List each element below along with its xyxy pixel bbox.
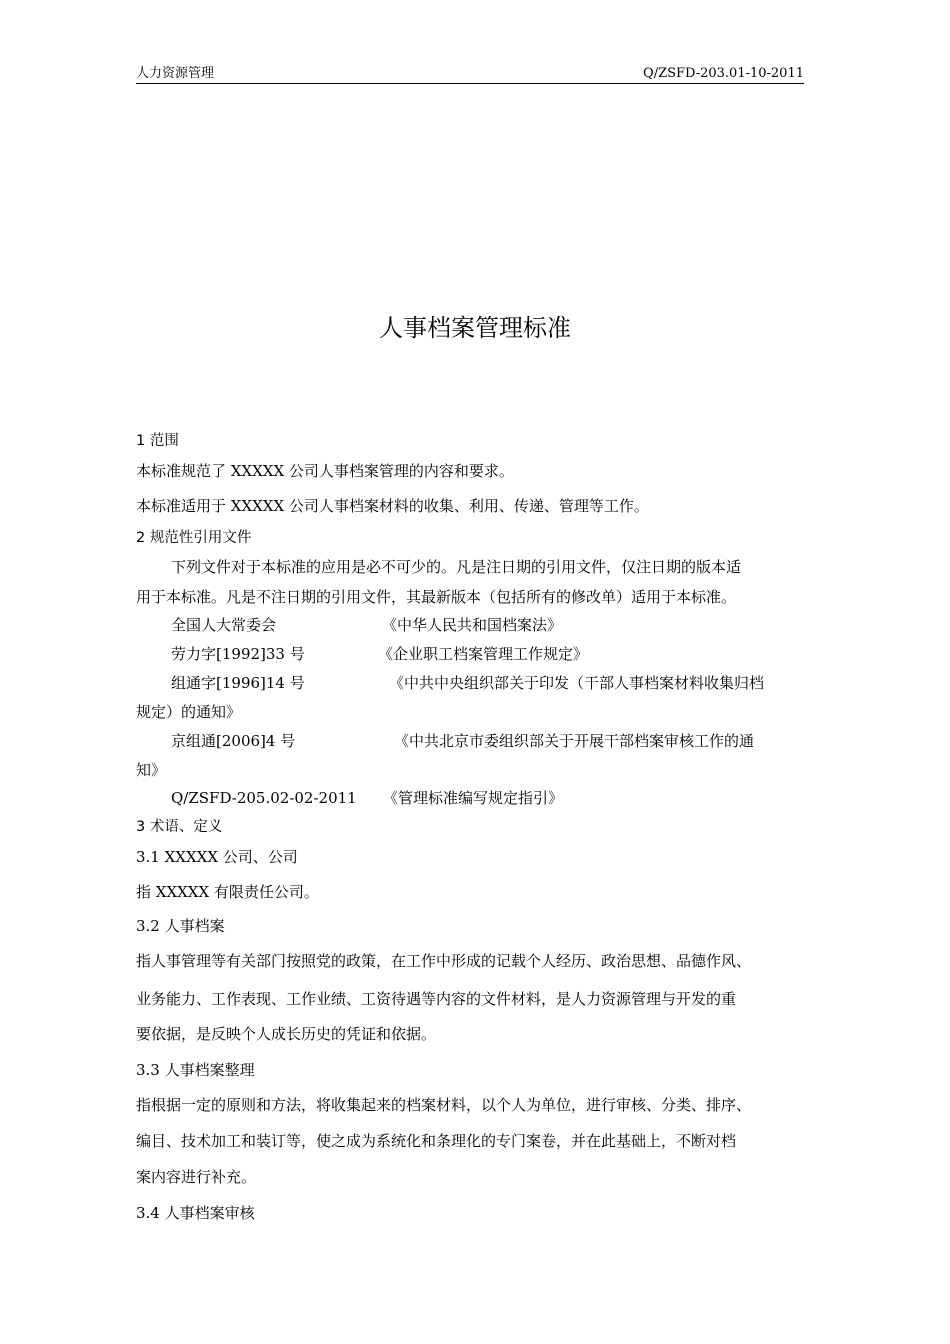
section-2-intro-line-1: 下列文件对于本标准的应用是必不可少的。凡是注日期的引用文件，仅注日期的版本适 (171, 558, 742, 576)
header-department: 人力资源管理 (136, 66, 215, 81)
reference-title: 《企业职工档案管理工作规定》 (378, 645, 589, 663)
header-rule (136, 83, 804, 84)
reference-title: 《中共中央组织部关于印发（干部人事档案材料收集归档 (389, 674, 765, 692)
term-3-2-definition-line-2: 业务能力、工作表现、工作业绩、工资待遇等内容的文件材料，是人力资源管理与开发的重 (136, 990, 737, 1008)
term-3-2-definition-line-1: 指人事管理等有关部门按照党的政策，在工作中形成的记载个人经历、政治思想、品德作风、 (136, 952, 752, 970)
reference-number: Q/ZSFD-205.02-02-2011 (171, 789, 357, 807)
section-1-paragraph-1: 本标准规范了 XXXXX 公司人事档案管理的内容和要求。 (136, 462, 514, 480)
term-3-1-definition: 指 XXXXX 有限责任公司。 (136, 883, 319, 901)
reference-title-continuation: 知》 (136, 761, 167, 779)
term-3-4-heading: 3.4 人事档案审核 (136, 1204, 255, 1222)
reference-number: 劳力字[1992]33 号 (171, 645, 305, 663)
reference-title: 《管理标准编写规定指引》 (383, 789, 564, 807)
reference-title: 《中共北京市委组织部关于开展干部档案审核工作的通 (394, 732, 755, 750)
reference-number: 组通字[1996]14 号 (171, 674, 305, 692)
reference-title: 《中华人民共和国档案法》 (382, 616, 563, 634)
section-2-heading: 2 规范性引用文件 (136, 530, 252, 546)
term-3-3-definition-line-1: 指根据一定的原则和方法，将收集起来的档案材料，以个人为单位，进行审核、分类、排序、 (136, 1096, 752, 1114)
term-3-3-heading: 3.3 人事档案整理 (136, 1061, 255, 1079)
reference-number: 京组通[2006]4 号 (171, 732, 296, 750)
section-2-intro-line-2: 用于本标准。凡是不注日期的引用文件，其最新版本（包括所有的修改单）适用于本标准。 (136, 588, 737, 606)
term-3-2-definition-line-3: 要依据，是反映个人成长历史的凭证和依据。 (136, 1025, 437, 1043)
reference-number: 全国人大常委会 (171, 616, 277, 634)
section-1-heading: 1 范围 (136, 433, 179, 449)
document-title: 人事档案管理标准 (379, 314, 571, 342)
term-3-1-heading: 3.1 XXXXX 公司、公司 (136, 848, 298, 866)
term-3-3-definition-line-2: 编目、技术加工和装订等，使之成为系统化和条理化的专门案卷，并在此基础上，不断对档 (136, 1132, 737, 1150)
section-3-heading: 3 术语、定义 (136, 819, 223, 835)
header-document-code: Q/ZSFD-203.01-10-2011 (643, 66, 804, 81)
section-1-paragraph-2: 本标准适用于 XXXXX 公司人事档案材料的收集、利用、传递、管理等工作。 (136, 497, 649, 515)
term-3-2-heading: 3.2 人事档案 (136, 917, 225, 935)
reference-title-continuation: 规定）的通知》 (136, 703, 242, 721)
term-3-3-definition-line-3: 案内容进行补充。 (136, 1168, 257, 1186)
